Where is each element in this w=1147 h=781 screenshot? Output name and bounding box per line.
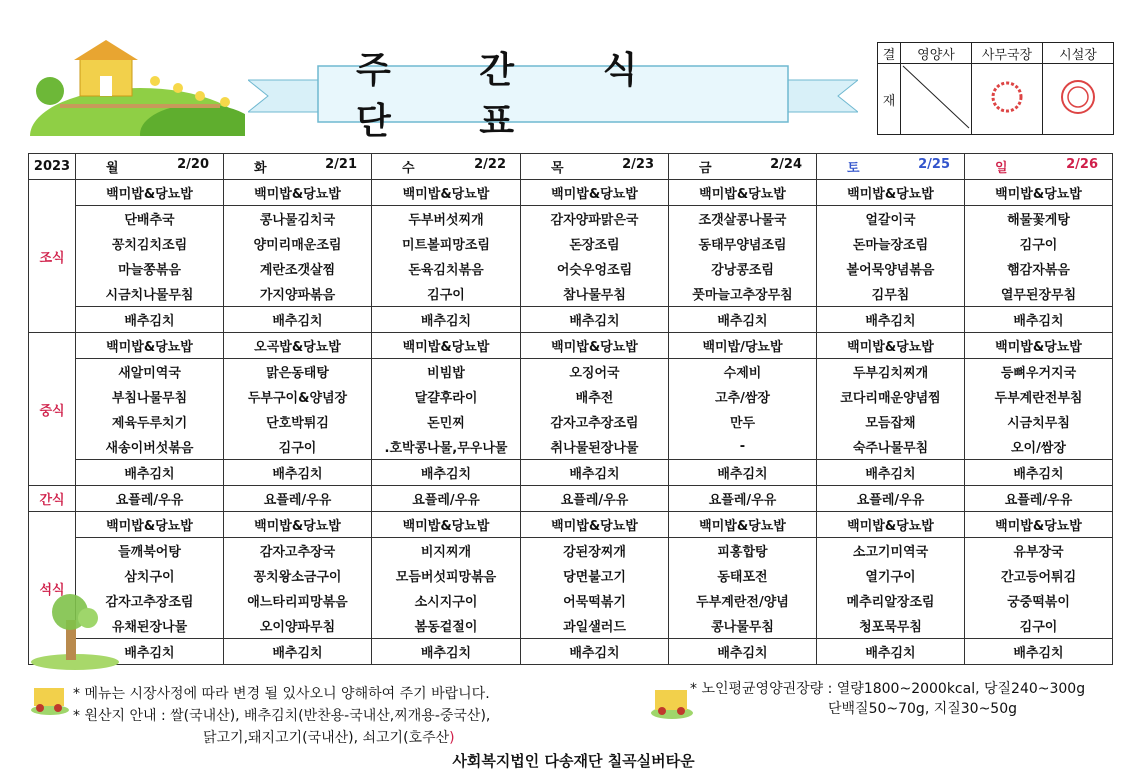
menu-item: 돈육김치볶음 [372, 256, 521, 281]
meal-label: 간식 [29, 486, 76, 512]
menu-item: 고추/쌈장 [669, 384, 817, 409]
menu-item: 백미밥&당뇨밥 [76, 180, 224, 206]
year-cell: 2023 [29, 154, 76, 180]
menu-item: .호박콩나물,무우나물 [372, 434, 521, 460]
approval-box [877, 42, 1114, 135]
nutrition-recommendation: * 노인평균영양권장량 : 열량1800~2000kcal, 당질240~300g [690, 681, 1086, 697]
red-seal-stamp [1043, 64, 1113, 130]
menu-item: 만두 [669, 409, 817, 434]
menu-item: 백미밥&당뇨밥 [965, 180, 1113, 206]
menu-item: 요플레/우유 [224, 486, 372, 512]
menu-item: 부침나물무침 [76, 384, 224, 409]
menu-item: 소고기미역국 [817, 538, 965, 564]
day-date: 2/25 [918, 157, 950, 172]
note-menu-change: * 메뉴는 시장사정에 따라 변경 될 있사오니 양해하여 주기 바랍니다. [73, 686, 490, 702]
menu-item: 배추김치 [817, 639, 965, 665]
menu-item: 백미밥&당뇨밥 [224, 180, 372, 206]
menu-item: 청포묵무침 [817, 613, 965, 639]
weekly-menu-table [28, 153, 1113, 665]
day-header [372, 154, 521, 180]
menu-item: 배추김치 [224, 460, 372, 486]
day-name: 수 [402, 161, 415, 176]
menu-item: 제육두루치기 [76, 409, 224, 434]
menu-row [29, 333, 1113, 359]
menu-item: 당면불고기 [521, 563, 669, 588]
menu-item: 꽁치김치조림 [76, 231, 224, 256]
menu-item: 미트볼피망조림 [372, 231, 521, 256]
menu-item: 요플레/우유 [76, 486, 224, 512]
menu-row [29, 588, 1113, 613]
menu-item: 콩나물김치국 [224, 206, 372, 232]
menu-item: 수제비 [669, 359, 817, 385]
menu-item: 두부버섯찌개 [372, 206, 521, 232]
menu-item: 백미밥/당뇨밥 [669, 333, 817, 359]
day-date: 2/23 [622, 157, 654, 172]
menu-item: 백미밥&당뇨밥 [965, 512, 1113, 538]
menu-item: 마늘쫑볶음 [76, 256, 224, 281]
day-date: 2/21 [325, 157, 357, 172]
menu-item: 꽁치왕소금구이 [224, 563, 372, 588]
menu-item: 새알미역국 [76, 359, 224, 385]
menu-item: 애느타리피망볶음 [224, 588, 372, 613]
approval-header-nutritionist: 영양사 [901, 43, 972, 64]
menu-item: 양미리매운조림 [224, 231, 372, 256]
menu-item: 오이양파무침 [224, 613, 372, 639]
menu-item: 삼치구이 [76, 563, 224, 588]
menu-item: 백미밥&당뇨밥 [224, 512, 372, 538]
day-name: 목 [551, 161, 564, 176]
menu-row [29, 460, 1113, 486]
menu-item: 백미밥&당뇨밥 [817, 333, 965, 359]
menu-row [29, 359, 1113, 385]
hill-house-illustration [30, 36, 245, 136]
menu-item: 배추김치 [965, 307, 1113, 333]
menu-item: 백미밥&당뇨밥 [76, 333, 224, 359]
menu-item: 배추김치 [372, 460, 521, 486]
menu-item: 모듬버섯피망볶음 [372, 563, 521, 588]
note-origin-meat: 닭고기,돼지고기(국내산), 쇠고기(호주산) [203, 730, 455, 746]
menu-item: 취나물된장나물 [521, 434, 669, 460]
tree-illustration [30, 590, 120, 670]
menu-item: 달걀후라이 [372, 384, 521, 409]
red-seal-stamp [972, 64, 1042, 130]
menu-item: 시금치나물무침 [76, 281, 224, 307]
menu-item: 백미밥&당뇨밥 [372, 180, 521, 206]
menu-item: 감자고추장국 [224, 538, 372, 564]
day-name: 화 [254, 161, 267, 176]
menu-item: 감자고추장조림 [521, 409, 669, 434]
menu-item: 오이/쌈장 [965, 434, 1113, 460]
menu-item: 김구이 [224, 434, 372, 460]
day-name: 금 [699, 161, 712, 176]
menu-item: 맑은동태탕 [224, 359, 372, 385]
menu-row [29, 256, 1113, 281]
menu-item: 해물꽃게탕 [965, 206, 1113, 232]
menu-item: 배추전 [521, 384, 669, 409]
menu-item: 오곡밥&당뇨밥 [224, 333, 372, 359]
menu-item: 강낭콩조림 [669, 256, 817, 281]
menu-item: 백미밥&당뇨밥 [372, 333, 521, 359]
menu-item: 김구이 [372, 281, 521, 307]
menu-item: 새송이버섯볶음 [76, 434, 224, 460]
menu-item: 요플레/우유 [372, 486, 521, 512]
menu-item: 백미밥&당뇨밥 [669, 512, 817, 538]
menu-item: 비빔밥 [372, 359, 521, 385]
menu-item: 백미밥&당뇨밥 [76, 512, 224, 538]
menu-item: 동태포전 [669, 563, 817, 588]
menu-item: 단호박튀김 [224, 409, 372, 434]
menu-item: 배추김치 [669, 307, 817, 333]
menu-row [29, 512, 1113, 538]
menu-item: 배추김치 [76, 460, 224, 486]
menu-item: 배추김치 [76, 639, 224, 665]
day-header [669, 154, 817, 180]
menu-row [29, 486, 1113, 512]
menu-row [29, 613, 1113, 639]
menu-item: 참나물무침 [521, 281, 669, 307]
approval-sign-nutritionist [901, 64, 972, 135]
menu-item: 배추김치 [817, 307, 965, 333]
approval-side-label-bottom: 재 [878, 64, 901, 135]
day-date: 2/22 [474, 157, 506, 172]
menu-item: 콩나물무침 [669, 613, 817, 639]
approval-header-facility-head: 시설장 [1043, 43, 1114, 64]
menu-item: 등뼈우거지국 [965, 359, 1113, 385]
menu-item: 김구이 [965, 231, 1113, 256]
menu-item: 풋마늘고추장무침 [669, 281, 817, 307]
menu-item: 유채된장나물 [76, 613, 224, 639]
page-title: 주 간 식 단 표 [356, 50, 676, 142]
menu-item: 계란조갯살찜 [224, 256, 372, 281]
menu-item: 요플레/우유 [965, 486, 1113, 512]
menu-item: 오징어국 [521, 359, 669, 385]
menu-item: 모듬잡채 [817, 409, 965, 434]
menu-item: 백미밥&당뇨밥 [817, 512, 965, 538]
menu-item: 감자양파맑은국 [521, 206, 669, 232]
day-header [817, 154, 965, 180]
menu-item: 숙주나물무침 [817, 434, 965, 460]
menu-item: 백미밥&당뇨밥 [521, 180, 669, 206]
menu-item: 과일샐러드 [521, 613, 669, 639]
meal-label: 조식 [29, 180, 76, 333]
menu-row [29, 180, 1113, 206]
menu-row [29, 434, 1113, 460]
day-name: 일 [995, 161, 1008, 176]
menu-item: 배추김치 [224, 307, 372, 333]
menu-item: 열기구이 [817, 563, 965, 588]
day-name: 토 [847, 161, 860, 176]
menu-item: 봄동겉절이 [372, 613, 521, 639]
menu-item: 요플레/우유 [521, 486, 669, 512]
menu-item: 배추김치 [521, 307, 669, 333]
meal-label: 석식 [29, 512, 76, 665]
menu-item: 백미밥&당뇨밥 [372, 512, 521, 538]
menu-item: 배추김치 [224, 639, 372, 665]
menu-item: 동태무양념조림 [669, 231, 817, 256]
menu-item: 배추김치 [669, 639, 817, 665]
menu-item: 들깨북어탕 [76, 538, 224, 564]
menu-item: 피홍합탕 [669, 538, 817, 564]
menu-row [29, 307, 1113, 333]
menu-row [29, 384, 1113, 409]
menu-item: 배추김치 [817, 460, 965, 486]
menu-item: 어묵떡볶기 [521, 588, 669, 613]
menu-item: 코다리매운양념찜 [817, 384, 965, 409]
organization-name: 사회복지법인 다송재단 칠곡실버타운 [452, 752, 695, 770]
menu-item: 열무된장무침 [965, 281, 1113, 307]
approval-sign-facility-head [1043, 64, 1114, 135]
approval-sign-director [972, 64, 1043, 135]
menu-row [29, 563, 1113, 588]
menu-row [29, 538, 1113, 564]
menu-item: 배추김치 [669, 460, 817, 486]
menu-row [29, 281, 1113, 307]
note-origin: * 원산지 안내 : 쌀(국내산), 배추김치(반찬용-국내산,찌개용-중국산), [73, 708, 491, 724]
menu-item: 유부장국 [965, 538, 1113, 564]
diagonal-line [901, 64, 971, 130]
nutrition-recommendation-2: 단백질50~70g, 지질30~50g [828, 701, 1018, 717]
menu-item: 백미밥&당뇨밥 [521, 333, 669, 359]
menu-item: 가지양파볶음 [224, 281, 372, 307]
menu-item: 돈마늘장조림 [817, 231, 965, 256]
menu-item: 요플레/우유 [817, 486, 965, 512]
menu-item: 단배추국 [76, 206, 224, 232]
menu-item: 배추김치 [521, 460, 669, 486]
menu-item: 시금치무침 [965, 409, 1113, 434]
menu-item: 소시지구이 [372, 588, 521, 613]
menu-item: 메추리알장조림 [817, 588, 965, 613]
menu-item: 돈민찌 [372, 409, 521, 434]
menu-item: 배추김치 [372, 307, 521, 333]
menu-item: 배추김치 [76, 307, 224, 333]
menu-item: 볼어묵양념볶음 [817, 256, 965, 281]
day-name: 월 [106, 161, 119, 176]
menu-item: 간고등어튀김 [965, 563, 1113, 588]
day-header [965, 154, 1113, 180]
menu-item: 김구이 [965, 613, 1113, 639]
menu-item: 얼갈이국 [817, 206, 965, 232]
menu-item: 감자고추장조림 [76, 588, 224, 613]
menu-item: 배추김치 [521, 639, 669, 665]
menu-item: 두부계란전/양념 [669, 588, 817, 613]
menu-item: - [669, 434, 817, 460]
menu-item: 백미밥&당뇨밥 [669, 180, 817, 206]
menu-item: 돈장조림 [521, 231, 669, 256]
menu-item: 비지찌개 [372, 538, 521, 564]
day-header [224, 154, 372, 180]
menu-row [29, 231, 1113, 256]
menu-item: 두부김치찌개 [817, 359, 965, 385]
menu-row [29, 409, 1113, 434]
menu-item: 요플레/우유 [669, 486, 817, 512]
day-header [521, 154, 669, 180]
day-date: 2/26 [1066, 157, 1098, 172]
menu-item: 배추김치 [372, 639, 521, 665]
menu-item: 김무침 [817, 281, 965, 307]
menu-row [29, 206, 1113, 232]
menu-item: 어슷우엉조림 [521, 256, 669, 281]
menu-item: 두부구이&양념장 [224, 384, 372, 409]
cart-illustration [30, 680, 70, 716]
menu-item: 두부계란전부침 [965, 384, 1113, 409]
cart-illustration [650, 680, 694, 720]
menu-item: 궁중떡볶이 [965, 588, 1113, 613]
menu-row [29, 639, 1113, 665]
menu-item: 백미밥&당뇨밥 [965, 333, 1113, 359]
meal-label: 중식 [29, 333, 76, 486]
menu-item: 강된장찌개 [521, 538, 669, 564]
day-date: 2/20 [177, 157, 209, 172]
day-header [76, 154, 224, 180]
day-date: 2/24 [770, 157, 802, 172]
approval-header-director: 사무국장 [972, 43, 1043, 64]
menu-item: 조갯살콩나물국 [669, 206, 817, 232]
approval-side-label-top: 결 [878, 43, 901, 64]
menu-item: 햄감자볶음 [965, 256, 1113, 281]
menu-item: 배추김치 [965, 460, 1113, 486]
menu-item: 백미밥&당뇨밥 [521, 512, 669, 538]
menu-item: 백미밥&당뇨밥 [817, 180, 965, 206]
menu-item: 배추김치 [965, 639, 1113, 665]
